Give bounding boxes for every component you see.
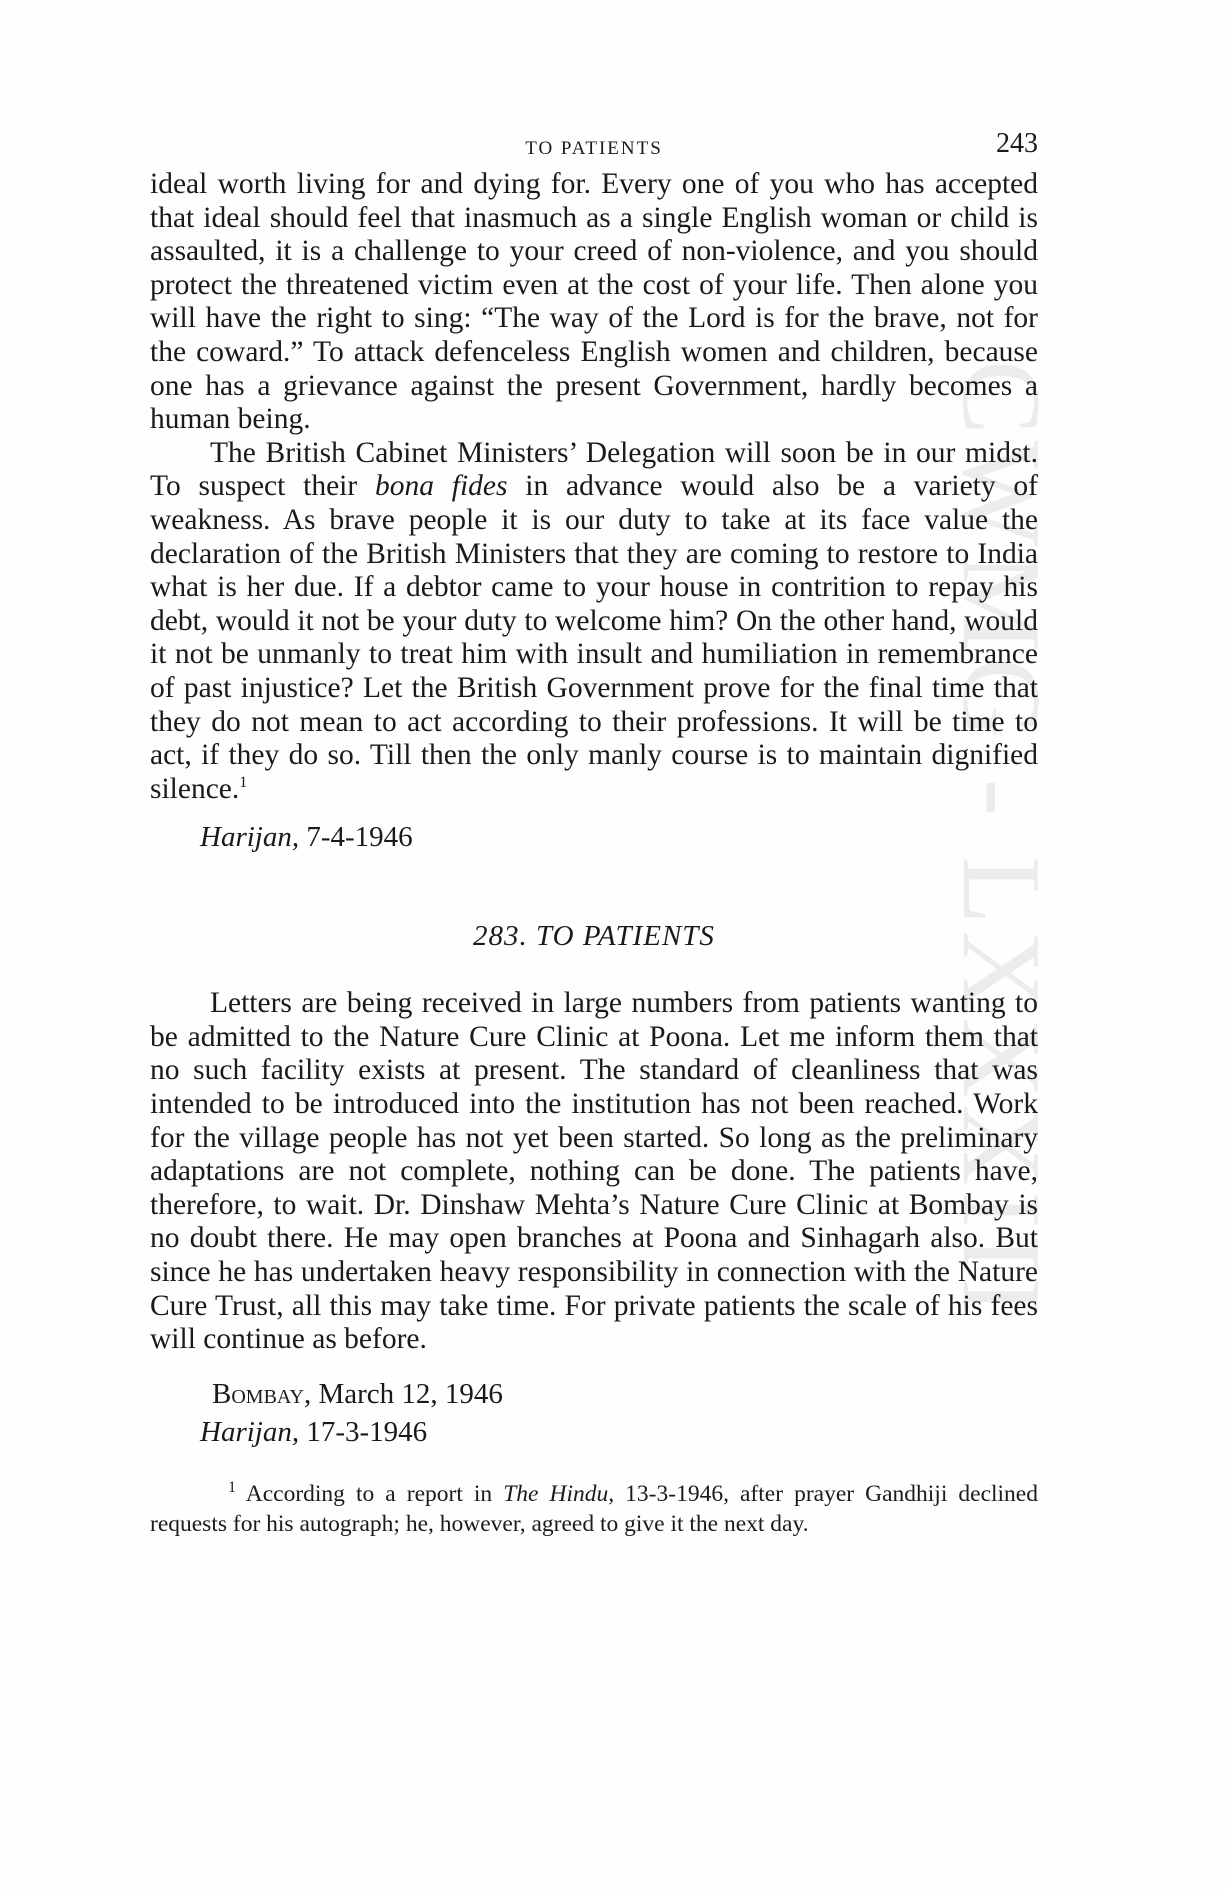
source-date-2: 17-3-1946	[306, 1415, 428, 1448]
place: Bombay,	[212, 1377, 312, 1410]
source-publication-1: Harijan,	[200, 821, 300, 854]
page-content	[150, 128, 1038, 1539]
source-publication-2: Harijan,	[200, 1415, 300, 1448]
footnote-text-cont: 13-3-1946, after prayer Gandhiji declined requests for his autograph; he, however, agreed to give it the next day.	[150, 1480, 1038, 1537]
footnote-reference: 1	[239, 773, 248, 791]
footnote-mark: 1	[228, 1478, 236, 1496]
paragraph-2-text: The British Cabinet Ministers’ Delegation will soon be in our midst. To suspect their	[150, 436, 1038, 503]
footnote	[150, 1479, 1038, 1539]
source-date-1: 7-4-1946	[306, 821, 413, 854]
paragraph-3: Letters are being received in large numbers from patients wanting to be admitted to the Nature Cure Clinic at Poona. Let me inform them that no such facility exists at present. The standard of cleanliness that was intended to be introduced into the institution has not been reached. Work for the village people has not yet been started. So long as the preliminary adaptations are not complete, nothing can be done. The patients have, therefore, to wait. Dr. Dinshaw Mehta’s Nature Cure Clinic at Bombay is no doubt there. He may open branches at Poona and Sinhagarh also. But since he has undertaken heavy responsibility in connection with the Nature Cure Trust, all this may take time. For private patients the scale of his fees will continue as before.	[150, 987, 1038, 1356]
watermark-text: CWMG - LXXXIII	[939, 360, 1063, 1322]
footnote-text: According to a report in	[245, 1480, 504, 1507]
letter-date: March 12, 1946	[318, 1377, 503, 1410]
paragraph-2	[150, 437, 1038, 807]
paragraph-1: ideal worth living for and dying for. Every one of you who has accepted that ideal should feel that inasmuch as a single English woman or child is assaulted, it is a challenge to your creed of non-violence, and you should protect the threatened victim even at the cost of your life. Then alone you will have the right to sing: “The way of the Lord is for the brave, not for the coward.” To attack defenceless English women and children, because one has a grievance against the present Government, hardly becomes a human being.	[150, 168, 1038, 436]
running-title: TO PATIENTS	[525, 138, 663, 159]
paragraph-2-italic: bona fides	[374, 470, 508, 503]
place-date-line	[212, 1377, 1038, 1411]
source-citation-2	[200, 1415, 1038, 1449]
section-heading: 283. TO PATIENTS	[473, 920, 715, 953]
paragraph-2-text-cont: in advance would also be a variety of weakness. As brave people it is our duty to take at its face value the declaration of the British Ministers that they are coming to restore to India what is her due. If a debtor came to your house in contrition to repay his debt, would it not be your duty to welcome him? On the other hand, would it not be unmanly to treat him with insult and humiliation in remembrance of past injustice? Let the British Government prove for the final time that they do not mean to act according to their professions. It will be time to act, if they do so. Till then the only manly course is to maintain dignified silence.	[150, 470, 1038, 805]
running-head	[150, 128, 1038, 168]
page-number: 243	[996, 128, 1038, 159]
source-citation-1	[200, 820, 1038, 854]
footnote-italic: The Hindu,	[503, 1480, 615, 1507]
